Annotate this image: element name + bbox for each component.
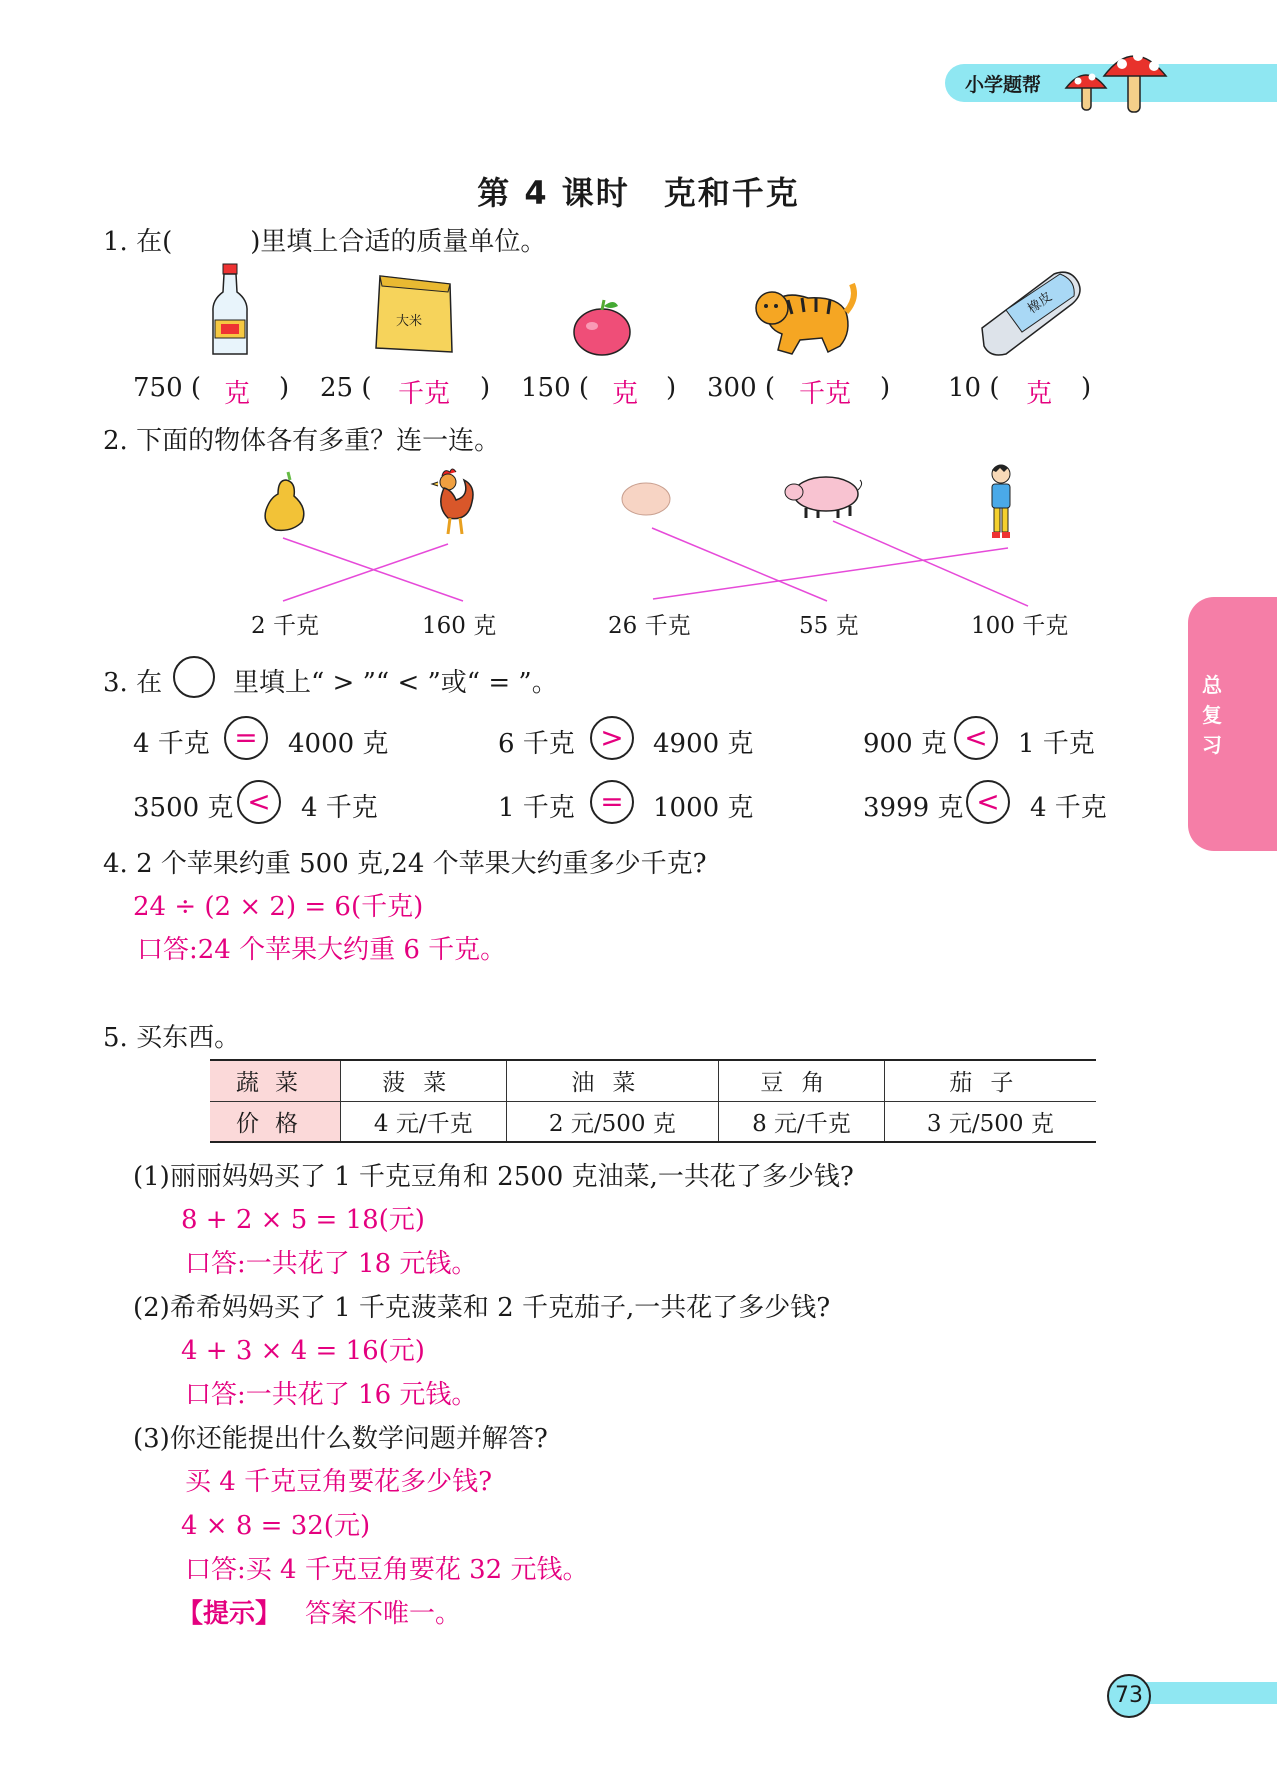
q3-prompt-pre: 3. 在 <box>103 668 163 698</box>
table-row <box>210 1060 1096 1101</box>
q1-num-4: 300 ( <box>707 373 776 403</box>
cmp-left-6: 3999 克 <box>863 793 964 823</box>
q1-prompt: 1. 在( )里填上合适的质量单位。 <box>103 227 547 257</box>
table-cell: 价格 <box>210 1101 340 1142</box>
q5-part3-answer-1: 买 4 千克豆角要花多少钱? <box>185 1467 493 1497</box>
page-number: 73 <box>1107 1674 1151 1718</box>
cmp-left-1: 4 千克 <box>133 729 210 759</box>
weight-label-5: 100 千克 <box>971 613 1069 639</box>
side-tab-label: 总复习 <box>1202 673 1222 757</box>
cmp-right-5: 1000 克 <box>653 793 754 823</box>
q1-close-2: ) <box>480 373 491 403</box>
q5-part3-question: (3)你还能提出什么数学问题并解答? <box>133 1424 548 1454</box>
q3-prompt-post: 里填上“ > ”“ < ”或“ = ”。 <box>233 668 558 698</box>
table-cell: 2 元/500 克 <box>506 1101 719 1142</box>
q4-answer-1: 24 ÷ (2 × 2) = 6(千克) <box>133 892 424 922</box>
table-cell: 8 元/千克 <box>719 1101 885 1142</box>
q1-answer-4: 千克 <box>799 379 852 409</box>
cmp-right-4: 4 千克 <box>301 793 378 823</box>
table-header-cell: 油菜 <box>506 1060 719 1101</box>
q5-part2-question: (2)希希妈妈买了 1 千克菠菜和 2 千克茄子,一共花了多少钱? <box>133 1293 831 1323</box>
q5-part1-question: (1)丽丽妈妈买了 1 千克豆角和 2500 克油菜,一共花了多少钱? <box>133 1162 854 1192</box>
q1-num-1: 750 ( <box>133 373 202 403</box>
q2-prompt: 2. 下面的物体各有多重？连一连。 <box>103 426 501 456</box>
cmp-right-1: 4000 克 <box>288 729 389 759</box>
q5-part3-answer-3: 口答:买 4 千克豆角要花 32 元钱。 <box>185 1555 589 1585</box>
weight-label-1: 2 千克 <box>251 613 319 639</box>
cmp-right-2: 4900 克 <box>653 729 754 759</box>
q1-answer-5: 克 <box>1026 379 1053 409</box>
q1-close-1: ) <box>279 373 290 403</box>
cmp-circle-5: = <box>590 780 634 824</box>
q5-part1-answer-1: 8 + 2 × 5 = 18(元) <box>181 1205 425 1235</box>
rice-bag-icon: 大米 <box>372 272 458 356</box>
q4-prompt: 4. 2 个苹果约重 500 克,24 个苹果大约重多少千克? <box>103 849 707 879</box>
hint-text: 答案不唯一。 <box>305 1599 462 1629</box>
matching-lines <box>0 0 1277 640</box>
cmp-circle-3: < <box>954 716 998 760</box>
table-row <box>210 1101 1096 1142</box>
hint-label: 【提示】 <box>177 1599 282 1629</box>
q5-part2-answer-2: 口答:一共花了 16 元钱。 <box>185 1380 478 1410</box>
cmp-right-6: 4 千克 <box>1030 793 1107 823</box>
weight-label-4: 55 克 <box>799 613 859 639</box>
q1-close-4: ) <box>880 373 891 403</box>
cmp-circle-6: < <box>966 780 1010 824</box>
table-cell: 4 元/千克 <box>340 1101 506 1142</box>
match-line-egg <box>652 528 827 601</box>
cmp-left-2: 6 千克 <box>498 729 575 759</box>
q1-num-5: 10 ( <box>948 373 1000 403</box>
match-line-pig <box>833 521 1028 606</box>
q1-answer-1: 克 <box>224 379 251 409</box>
cmp-circle-2: > <box>590 716 634 760</box>
q4-answer-2: 口答:24 个苹果大约重 6 千克。 <box>137 935 507 965</box>
q5-part2-answer-1: 4 + 3 × 4 = 16(元) <box>181 1336 425 1366</box>
cmp-left-4: 3500 克 <box>133 793 234 823</box>
table-header-cell: 菠菜 <box>340 1060 506 1101</box>
page-title: 第 4 课时 克和千克 <box>477 174 800 212</box>
cmp-circle-1: = <box>224 716 268 760</box>
cmp-right-3: 1 千克 <box>1018 729 1095 759</box>
table-header-cell: 蔬菜 <box>210 1060 340 1101</box>
blank-circle-icon <box>173 656 215 698</box>
weight-label-2: 160 克 <box>422 613 497 639</box>
q1-answer-3: 克 <box>612 379 639 409</box>
price-table <box>210 1059 1096 1143</box>
cmp-circle-4: < <box>237 780 281 824</box>
eraser-icon: 橡皮 <box>976 266 1084 358</box>
cmp-left-3: 900 克 <box>863 729 947 759</box>
cmp-left-5: 1 千克 <box>498 793 575 823</box>
weight-label-3: 26 千克 <box>608 613 691 639</box>
q5-part1-answer-2: 口答:一共花了 18 元钱。 <box>185 1249 478 1279</box>
q5-part3-answer-2: 4 × 8 = 32(元) <box>181 1511 371 1541</box>
q1-close-5: ) <box>1081 373 1092 403</box>
brand-label: 小学题帮 <box>965 74 1042 96</box>
table-cell: 3 元/500 克 <box>884 1101 1096 1142</box>
q5-prompt: 5. 买东西。 <box>103 1023 241 1053</box>
match-line-rooster <box>283 544 448 601</box>
table-header-cell: 茄子 <box>884 1060 1096 1101</box>
q1-num-2: 25 ( <box>320 373 372 403</box>
q1-answer-2: 千克 <box>398 379 451 409</box>
q1-num-3: 150 ( <box>521 373 590 403</box>
table-header-cell: 豆角 <box>719 1060 885 1101</box>
q1-close-3: ) <box>666 373 677 403</box>
